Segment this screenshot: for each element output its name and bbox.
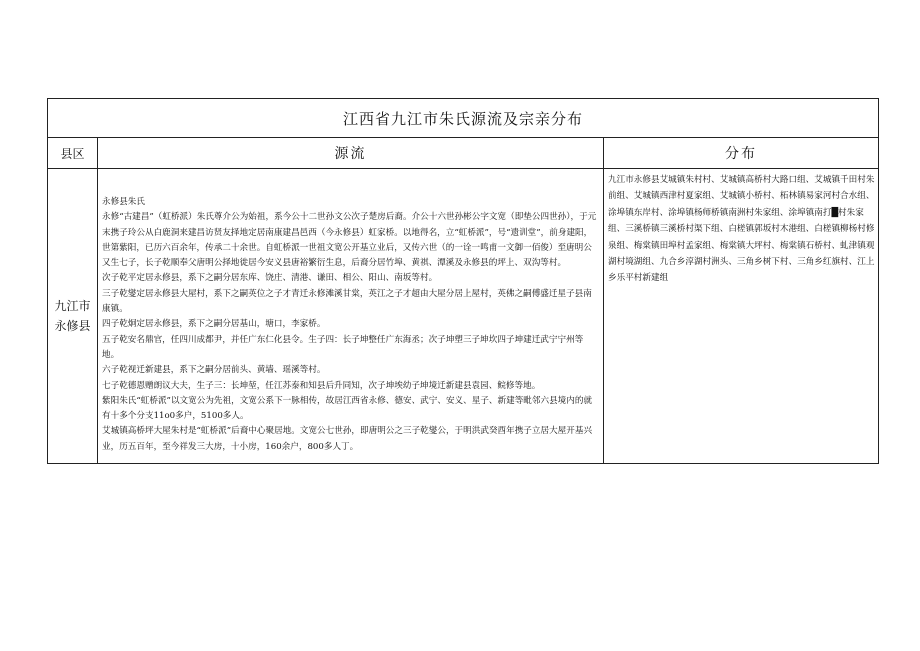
origin-paragraph: 七子乾德恩赠朗议大夫，生子三：长坤堃，任江苏泰和知县后升同知，次子坤埃幼子坤境迁新建县袁园、鲩修等地。: [102, 380, 541, 391]
title-row: [48, 99, 879, 138]
distribution-cell: [604, 169, 879, 464]
origin-paragraph: 三子乾燮定居永修县大屋村，系下之嗣英位之子才青迁永修滩溪甘棠，英江之子才超由大屋分居上屋村，英佛之嗣傅盛迁星子县南康镇。: [102, 288, 592, 315]
header-county: 县区: [48, 138, 98, 169]
county-cell: 九江市永修县: [48, 169, 98, 464]
origin-paragraph: 艾城镇高桥坪大屋朱村是“虹桥派”后裔中心聚居地。文宽公七世孙，即唐明公之三子乾燮公，于明洪武癸酉年携子立居大屋开基兴业，历五百年，至今祥发三大房，十小房，160余户，800多人丁。: [102, 426, 593, 452]
origin-paragraph: 次子乾平定居永修县，系下之嗣分居东库、饶庄、清港、谦田、相公、阳山、南坂等村。: [102, 273, 438, 284]
distribution-paragraph: 九江市永修县艾城镇朱村村、艾城镇高桥村大路口组、艾城镇千田村朱前组、艾城镇西津村夏家组、艾城镇小桥村、柘林镇易家河村合水组、涂埠镇东岸村、涂埠镇杨师桥镇南洲村朱家组、涂埠镇南打█村朱家组、三溪桥镇三溪桥村渠下组、白槎镇郭坂村木港组、白槎镇柳杨村修泉组、梅棠镇田埠村孟家组、梅棠镇大坪村、梅棠镇石桥村、虬津镇观湖村境湖组、九合乡淳湖村洲头、三角乡树下村、三角乡红旗村、江上乡乐平村新建组: [608, 175, 875, 284]
table-title: 江西省九江市朱氏源流及宗亲分布: [48, 99, 879, 138]
origin-paragraph: 紫阳朱氏“虹桥派”以文宽公为先祖，文宽公系下一脉相传，故居江西省永修、德安、武宁、安义、星子、新建等毗邻六县境内的就有十多个分支11o0多户，5100多人。: [102, 395, 593, 422]
table-row: [48, 169, 879, 464]
origin-cell: [98, 169, 604, 464]
clan-distribution-table: [47, 98, 879, 464]
origin-paragraph: 五子乾安名鼎官，任四川成都尹，并任广东仁化县令。生子四：长子坤整任广东海丞；次子坤塑三子坤坎四子坤建迁武宁宁州等地。: [102, 334, 584, 360]
header-row: [48, 138, 879, 169]
origin-paragraph: 四子乾炯定居永修县，系下之嗣分居基山，塘口，李家桥。: [102, 319, 326, 330]
origin-paragraph: 六子乾视迁新建县，系下之嗣分居前头、黄墙、瑶溪等村。: [102, 365, 326, 376]
origin-paragraph: 永修“古建昌”（虹桥派）朱氏尊介公为始祖，系今公十二世孙文公次子楚房后裔。介公十六世孙彬公字文宽（即垫公四世孙），于元末携子玲公从白鹿洞来建昌访贤友择地定居南康建昌邑西（今永修县）虹家桥。以地得名，立“虹桥派”，号“遗训堂”，前身建阳，世第紫阳，已历六百余年，传承二十余世。自虹桥派一世祖文宽公开基立业后，又传六世（的一诠一鸣甫一文御一佰俊）至唐明公又生七子，长子乾顺奉父唐明公择地徙居今安义县唐裕繁衍生息，后裔分居竹埠、黄祺、潭溪及永修县的坪上、双沟等村。: [102, 212, 597, 269]
header-origin: 源流: [98, 138, 604, 169]
header-distribution: 分布: [604, 138, 879, 169]
origin-paragraph: 永修县朱氏: [102, 197, 145, 207]
